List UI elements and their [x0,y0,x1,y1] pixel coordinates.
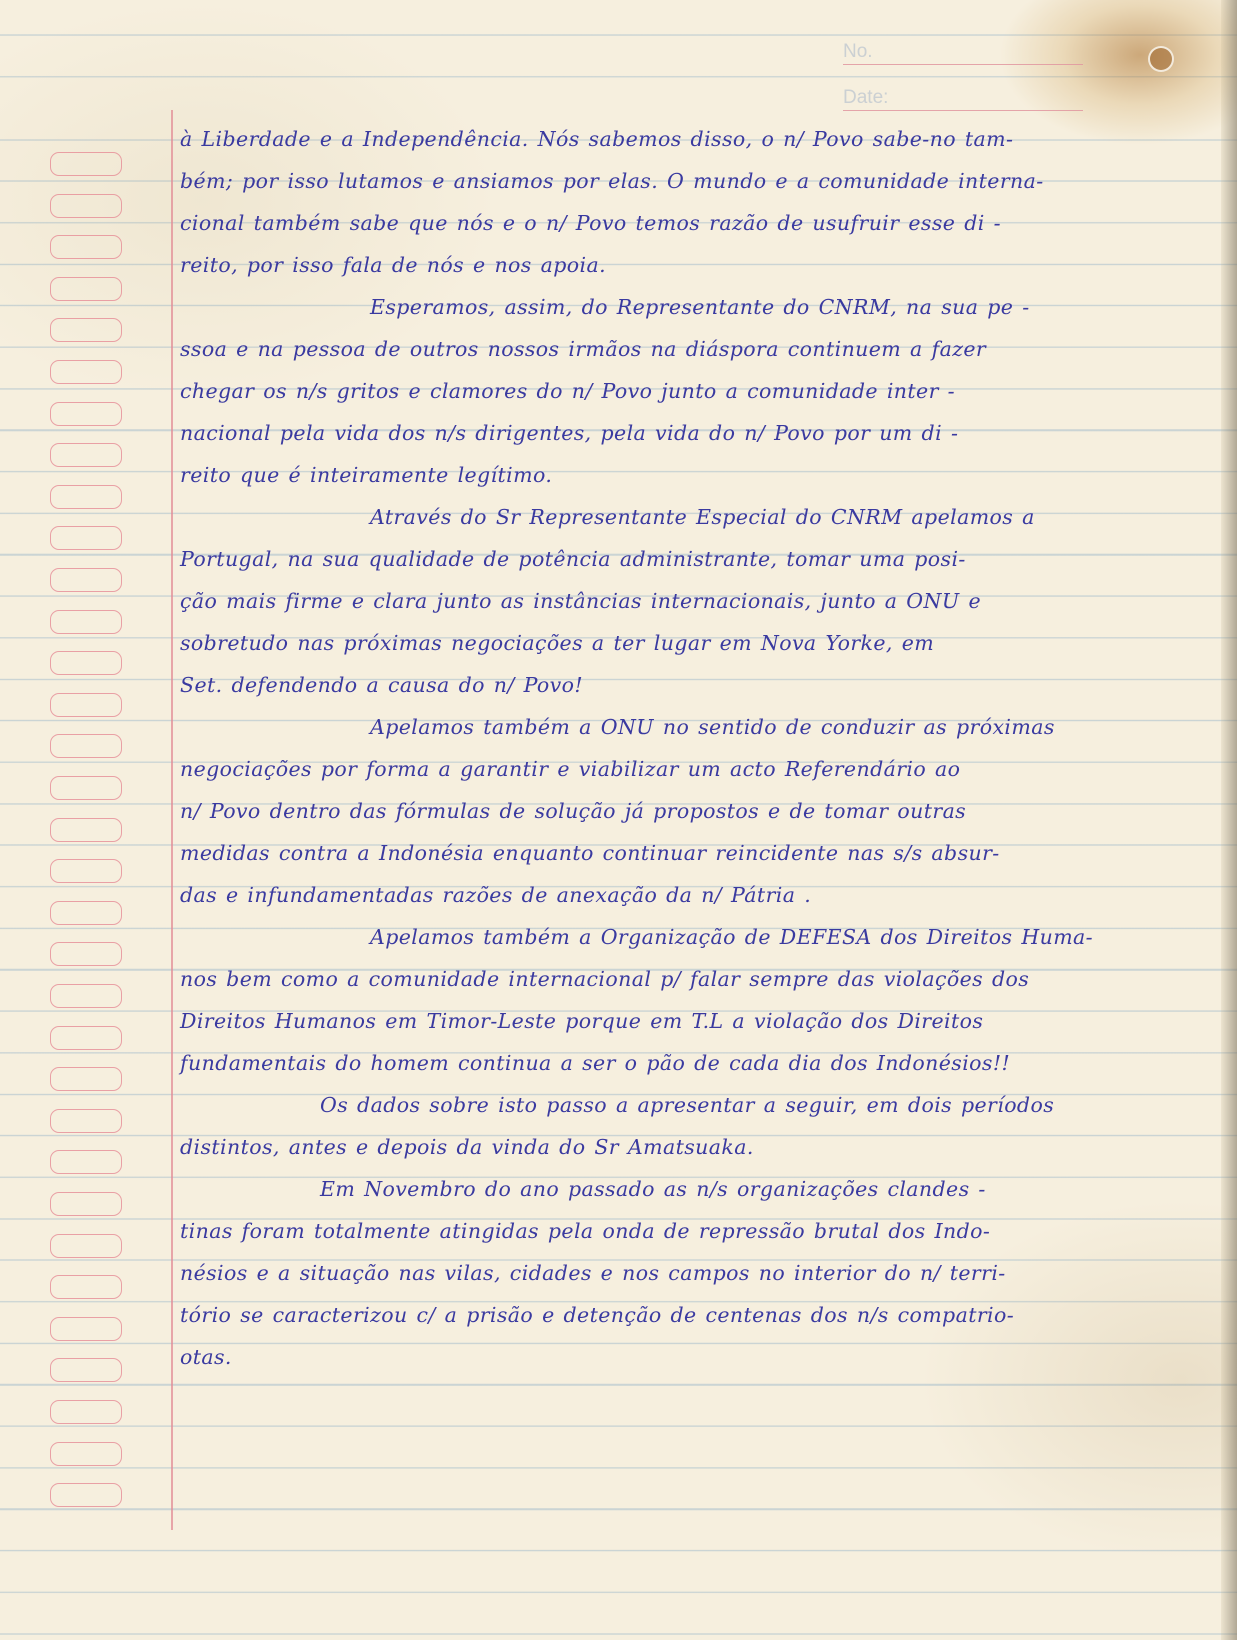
binder-hole [50,693,122,717]
text-line: tório se caracterizou c/ a prisão e detenção de centenas dos n/s compatrio- [180,1303,1015,1327]
text-line: Apelamos também a Organização de DEFESA dos Direitos Huma- [370,925,1093,949]
text-line: nos bem como a comunidade internacional p/ falar sempre das violações dos [180,967,1030,991]
text-line: Esperamos, assim, do Representante do CNRM, na sua pe - [370,295,1030,319]
binder-hole [50,1026,122,1050]
text-line: das e infundamentadas razões de anexação da n/ Pátria . [180,883,812,907]
binder-hole [50,651,122,675]
text-line: Direitos Humanos em Timor-Leste porque em T.L a violação dos Direitos [180,1009,984,1033]
margin-line [171,110,173,1530]
text-line: otas. [180,1345,232,1369]
date-field [843,84,1083,111]
text-line: nésios e a situação nas vilas, cidades e nos campos no interior do n/ terri- [180,1261,1006,1285]
binder-hole [50,1192,122,1216]
text-line: Apelamos também a ONU no sentido de conduzir as próximas [370,715,1055,739]
binder-hole [50,1317,122,1341]
text-line: tinas foram totalmente atingidas pela onda de repressão brutal dos Indo- [180,1219,991,1243]
page-edge [1221,0,1237,1640]
binder-hole [50,1483,122,1507]
text-line: chegar os n/s gritos e clamores do n/ Povo junto a comunidade inter - [180,379,956,403]
binder-hole [50,277,122,301]
binder-hole [50,859,122,883]
binder-hole [50,1358,122,1382]
binder-hole [50,235,122,259]
binder-holes [50,152,126,1522]
binder-hole [50,1234,122,1258]
number-field [843,38,1083,65]
binder-hole [50,1275,122,1299]
date-label: Date: [843,87,889,108]
binder-hole [50,360,122,384]
binder-hole [50,1109,122,1133]
binder-hole [50,984,122,1008]
text-line: reito que é inteiramente legítimo. [180,463,553,487]
binder-hole [50,443,122,467]
binder-hole [50,1150,122,1174]
binder-hole [50,402,122,426]
binder-hole [50,152,122,176]
binder-hole [50,194,122,218]
text-line: Em Novembro do ano passado as n/s organizações clandes - [320,1177,986,1201]
binder-hole [50,1442,122,1466]
binder-hole [50,485,122,509]
number-label: No. [843,41,873,62]
text-line: à Liberdade e a Independência. Nós sabemos disso, o n/ Povo sabe-no tam- [180,127,1014,151]
binder-hole [50,776,122,800]
text-line: negociações por forma a garantir e viabilizar um acto Referendário ao [180,757,961,781]
text-line: fundamentais do homem continua a ser o pão de cada dia dos Indonésios!! [180,1051,1011,1075]
text-line: medidas contra a Indonésia enquanto continuar reincidente nas s/s absur- [180,841,1000,865]
text-line: cional também sabe que nós e o n/ Povo temos razão de usufruir esse di - [180,211,1001,235]
binder-hole [50,818,122,842]
handwritten-letter [180,118,1190,1378]
text-line: n/ Povo dentro das fórmulas de solução já propostos e de tomar outras [180,799,967,823]
binder-hole [50,1067,122,1091]
binder-hole [50,901,122,925]
binder-hole [50,734,122,758]
binder-hole [50,610,122,634]
text-line: Set. defendendo a causa do n/ Povo! [180,673,584,697]
text-line: reito, por isso fala de nós e nos apoia. [180,253,607,277]
text-line: Portugal, na sua qualidade de potência administrante, tomar uma posi- [180,547,966,571]
text-line: nacional pela vida dos n/s dirigentes, pela vida do n/ Povo por um di - [180,421,959,445]
punch-hole-stain [1148,46,1174,72]
binder-hole [50,942,122,966]
text-line: ção mais firme e clara junto as instâncias internacionais, junto a ONU e [180,589,981,613]
binder-hole [50,526,122,550]
text-line: Através do Sr Representante Especial do CNRM apelamos a [370,505,1035,529]
text-line: bém; por isso lutamos e ansiamos por elas. O mundo e a comunidade interna- [180,169,1044,193]
text-line: Os dados sobre isto passo a apresentar a seguir, em dois períodos [320,1093,1055,1117]
text-line: ssoa e na pessoa de outros nossos irmãos na diáspora continuem a fazer [180,337,987,361]
binder-hole [50,318,122,342]
text-line: distintos, antes e depois da vinda do Sr Amatsuaka. [180,1135,754,1159]
text-line: sobretudo nas próximas negociações a ter lugar em Nova Yorke, em [180,631,935,655]
binder-hole [50,1400,122,1424]
binder-hole [50,568,122,592]
